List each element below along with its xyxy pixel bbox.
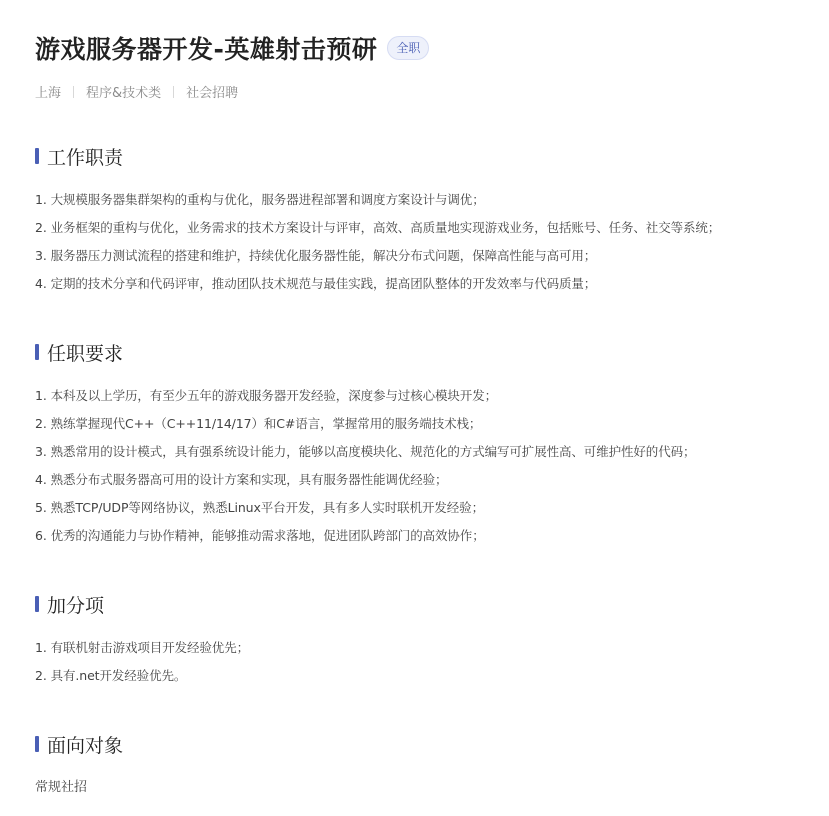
section-accent-bar <box>35 596 39 612</box>
list-item: 6. 优秀的沟通能力与协作精神，能够推动需求落地，促进团队跨部门的高效协作； <box>35 528 485 543</box>
meta-divider <box>73 86 74 98</box>
list-item: 3. 熟悉常用的设计模式，具有强系统设计能力，能够以高度模块化、规范化的方式编写可扩展性高、可维护性好的代码； <box>35 444 696 459</box>
section-bonus <box>35 591 825 690</box>
list-item: 1. 大规模服务器集群架构的重构与优化，服务器进程部署和调度方案设计与调优； <box>35 192 485 207</box>
job-meta <box>35 82 238 101</box>
section-header <box>35 143 825 169</box>
list-item: 2. 具有.net开发经验优先。 <box>35 668 187 683</box>
section-title: 任职要求 <box>47 342 124 365</box>
list-item: 4. 定期的技术分享和代码评审，推动团队技术规范与最佳实践，提高团队整体的开发效率与代码质量； <box>35 276 597 291</box>
section-header <box>35 591 825 617</box>
bonus-list <box>35 634 825 690</box>
meta-location: 上海 <box>35 86 62 101</box>
meta-recruit-type: 社会招聘 <box>186 86 239 101</box>
section-requirements <box>35 339 825 550</box>
list-item: 1. 本科及以上学历，有至少五年的游戏服务器开发经验，深度参与过核心模块开发； <box>35 388 498 403</box>
list-item: 1. 有联机射击游戏项目开发经验优先； <box>35 640 250 655</box>
section-accent-bar <box>35 344 39 360</box>
section-duties <box>35 143 825 298</box>
section-header <box>35 339 825 365</box>
requirements-list <box>35 382 825 550</box>
audience-text: 常规社招 <box>35 780 88 795</box>
section-title: 加分项 <box>47 594 105 617</box>
job-type-badge: 全职 <box>387 36 429 60</box>
job-title: 游戏服务器开发-英雄射击预研 <box>35 35 378 64</box>
section-header <box>35 731 825 757</box>
duties-list <box>35 186 825 298</box>
list-item: 2. 业务框架的重构与优化，业务需求的技术方案设计与评审，高效、高质量地实现游戏业务，包括账号、任务、社交等系统； <box>35 220 721 235</box>
meta-category: 程序&技术类 <box>86 86 162 101</box>
section-accent-bar <box>35 736 39 752</box>
list-item: 5. 熟悉TCP/UDP等网络协议，熟悉Linux平台开发，具有多人实时联机开发经验； <box>35 500 484 515</box>
section-accent-bar <box>35 148 39 164</box>
list-item: 3. 服务器压力测试流程的搭建和维护，持续优化服务器性能，解决分布式问题，保障高性能与高可用； <box>35 248 597 263</box>
title-row <box>35 30 429 66</box>
section-audience <box>35 731 825 802</box>
list-item: 4. 熟悉分布式服务器高可用的设计方案和实现，具有服务器性能调优经验； <box>35 472 448 487</box>
meta-divider <box>173 86 174 98</box>
section-title: 面向对象 <box>47 734 124 757</box>
section-title: 工作职责 <box>47 146 124 169</box>
list-item: 2. 熟练掌握现代C++（C++11/14/17）和C#语言，掌握常用的服务端技术栈； <box>35 416 482 431</box>
